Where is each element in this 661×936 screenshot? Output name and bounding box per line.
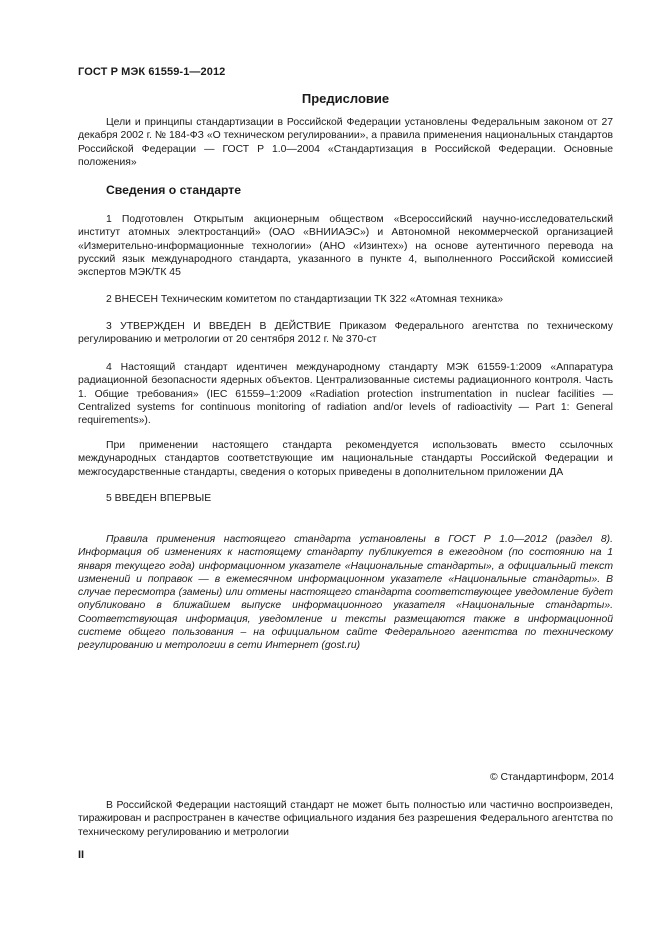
info-item-4: 4 Настоящий стандарт идентичен международному стандарту МЭК 61559-1:2009 «Аппаратура радиационной безопасности ядерных объектов. Централизованные системы радиационного контроля. Часть 1. Общие требования» (IEC 61559–1:2009 «Radiation protection instrumentation in nuclear facilities — Centralized systems for continuous monitoring of radiation and/or levels of radioactivity — Part 1: General requirements»). xyxy=(78,362,613,427)
copyright-notice: © Стандартинформ, 2014 xyxy=(489,772,614,783)
application-rules-note: Правила применения настоящего стандарта установлены в ГОСТ Р 1.0—2012 (раздел 8). Информация об изменениях к настоящему стандарту публикуется в ежегодном (по состоянию на 1 января текущего года) информационном указателе «Национальные стандарты», а официальный текст изменений и поправок — в ежемесячном информационном указателе «Национальные стандарты». В случае пересмотра (замены) или отмены настоящего стандарта соответствующее уведомление будет опубликовано в ближайшем выпуске информационного указателя «Национальные стандарты». Соответствующая информация, уведомление и тексты размещаются также в информационной системе общего пользования – на официальном сайте Федерального агентства по техническому регулированию и метрологии в сети Интернет (gost.ru) xyxy=(78,534,613,652)
standard-code-header: ГОСТ Р МЭК 61559-1—2012 xyxy=(78,66,226,78)
reproduction-notice: В Российской Федерации настоящий стандарт не может быть полностью или частично воспроизведен, тиражирован и распространен в качестве официального издания без разрешения Федерального агентства по техническому регулированию и метрологии xyxy=(78,800,613,838)
standard-info-heading: Сведения о стандарте xyxy=(106,183,242,197)
info-item-3: 3 УТВЕРЖДЕН И ВВЕДЕН В ДЕЙСТВИЕ Приказом Федерального агентства по техническому регулированию и метрологии от 20 сентября 2012 г. № 370-ст xyxy=(78,321,613,346)
page-number: II xyxy=(78,849,85,861)
foreword-intro-paragraph: Цели и принципы стандартизации в Российской Федерации установлены Федеральным законом от 27 декабря 2002 г. № 184-ФЗ «О техническом регулировании», а правила применения национальных стандартов Российской Федерации — ГОСТ Р 1.0—2004 «Стандартизация в Российской Федерации. Основные положения» xyxy=(78,117,613,168)
info-item-5: 5 ВВЕДЕН ВПЕРВЫЕ xyxy=(106,493,212,504)
foreword-title: Предисловие xyxy=(301,91,390,106)
info-item-2: 2 ВНЕСЕН Техническим комитетом по стандартизации ТК 322 «Атомная техника» xyxy=(106,294,504,305)
info-item-1: 1 Подготовлен Открытым акционерным обществом «Всероссийский научно-исследовательский институт атомных электростанций» (ОАО «ВНИИАЭС») и Автономной некоммерческой организацией «Измерительно-информационные технологии» (АНО «Изинтех») на основе аутентичного перевода на русский язык международного стандарта, указанного в пункте 4, выполненного Российской комиссией экспертов МЭК/ТК 45 xyxy=(78,214,613,279)
info-item-4-note: При применении настоящего стандарта рекомендуется использовать вместо ссылочных международных стандартов соответствующие им национальные стандарты Российской Федерации и межгосударственные стандарты, сведения о которых приведены в дополнительном приложении ДА xyxy=(78,440,613,478)
